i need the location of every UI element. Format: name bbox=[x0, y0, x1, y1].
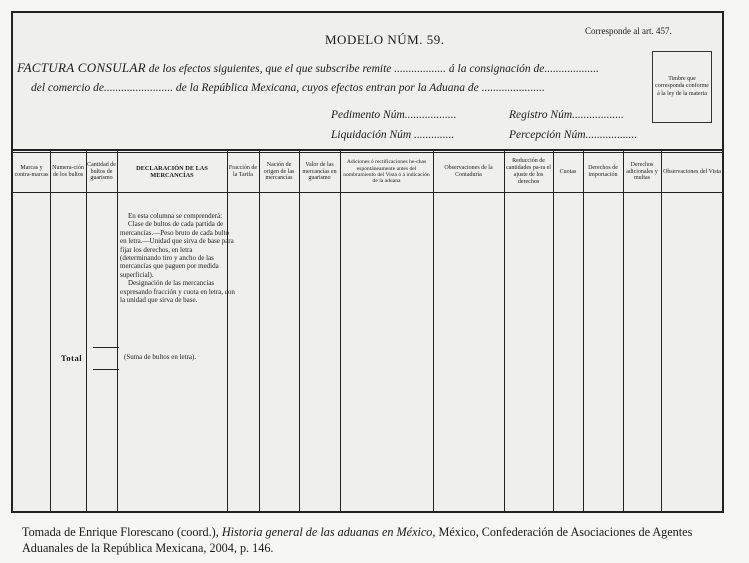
form-title: MODELO NÚM. 59. bbox=[325, 32, 445, 47]
caption-publisher: , México, Confederación de Asociaciones de Agentes Aduanales de la República Mexicana, 2004, p. 146. bbox=[22, 525, 693, 555]
col-divider bbox=[623, 150, 624, 513]
form-line-1 bbox=[17, 60, 599, 76]
col-divider bbox=[340, 150, 341, 513]
note-paragraph: Designación de las mercancías expresando fracción y cuota en letra, con la unidad que sirva de base. bbox=[120, 279, 235, 304]
header-numeracion: Numera-ción de los bultos bbox=[52, 165, 84, 178]
col-divider bbox=[86, 150, 87, 513]
stamp-text: Timbre que corresponda conforme á la ley de la materia bbox=[655, 76, 709, 97]
note-paragraph: Clase de bultos de cada partida de mercancías.—Peso bruto de cada bulto en letra.—Unidad que sirva de base para fijar los derechos, en letra (determinando tiro y ancho de las mercancías que paguen por medida superficial). bbox=[120, 220, 234, 279]
col-divider bbox=[553, 150, 554, 513]
table-top-rule bbox=[13, 149, 722, 151]
pedimento-field: Pedimento Núm.................. bbox=[331, 109, 457, 121]
header-fraccion: Fracción de la Tarifa bbox=[228, 165, 258, 178]
header-adiciones: Adiciones ó rectificaciones he-chas espontáneamente antes del nombramiento del Vista ó á indicación de la aduana bbox=[343, 159, 430, 185]
total-rule-top bbox=[93, 347, 119, 348]
customs-form bbox=[11, 11, 724, 513]
stamp-box bbox=[652, 51, 712, 123]
declaration-instructions bbox=[120, 212, 235, 304]
col-divider bbox=[227, 150, 228, 513]
header-reduccion: Reducción de cantidades pa-ra el ajuste de los derechos bbox=[506, 158, 551, 185]
col-divider bbox=[259, 150, 260, 513]
header-bottom-rule bbox=[13, 192, 722, 193]
liquidacion-field: Liquidación Núm .............. bbox=[331, 129, 455, 141]
header-obs-contaduria: Observaciones de la Contaduría bbox=[444, 165, 493, 178]
total-sum-label: (Suma de bultos en letra). bbox=[124, 353, 197, 361]
registro-field: Registro Núm.................. bbox=[509, 109, 624, 121]
percepcion-field: Percepción Núm.................. bbox=[509, 129, 638, 141]
article-reference: Corresponde al art. 457. bbox=[585, 26, 672, 36]
figure-caption bbox=[22, 524, 737, 556]
total-label: Total bbox=[61, 353, 83, 363]
col-divider bbox=[299, 150, 300, 513]
form-heading: FACTURA CONSULAR bbox=[17, 60, 146, 75]
form-line-1-text: de los efectos siguientes, que el que subscribe remite .................. á la consignación de................... bbox=[148, 63, 600, 75]
caption-source: Tomada de Enrique Florescano (coord.), bbox=[22, 525, 222, 539]
header-obs-vista: Observaciones del Vista bbox=[663, 168, 721, 175]
col-divider bbox=[583, 150, 584, 513]
header-derechos-importacion: Derechos de importación bbox=[588, 165, 618, 178]
col-divider bbox=[661, 150, 662, 513]
caption-book-title: Historia general de las aduanas en México bbox=[221, 525, 433, 539]
header-marcas: Marcas y contra-marcas bbox=[14, 165, 49, 178]
header-declaracion: DECLARACIÓN DE LAS MERCANCÍAS bbox=[136, 164, 208, 179]
col-divider bbox=[50, 150, 51, 513]
header-cuotas: Cuotas bbox=[559, 168, 577, 175]
col-divider bbox=[433, 150, 434, 513]
header-cantidad: Cantidad de bultos de guarismo bbox=[87, 161, 116, 182]
total-rule-bottom bbox=[93, 369, 119, 370]
col-divider bbox=[504, 150, 505, 513]
header-nacion: Nación de origen de las mercancías bbox=[263, 161, 295, 182]
header-derechos-adicionales: Derechos adicionales y multas bbox=[626, 161, 658, 182]
note-paragraph: En esta columna se comprenderá: bbox=[128, 212, 223, 220]
col-divider bbox=[117, 150, 118, 513]
form-line-2: del comercio de........................ de la República Mexicana, cuyos efectos entran por la Aduana de ...................... bbox=[31, 82, 545, 94]
header-valor: Valor de las mercancías en guarismo bbox=[302, 161, 337, 182]
